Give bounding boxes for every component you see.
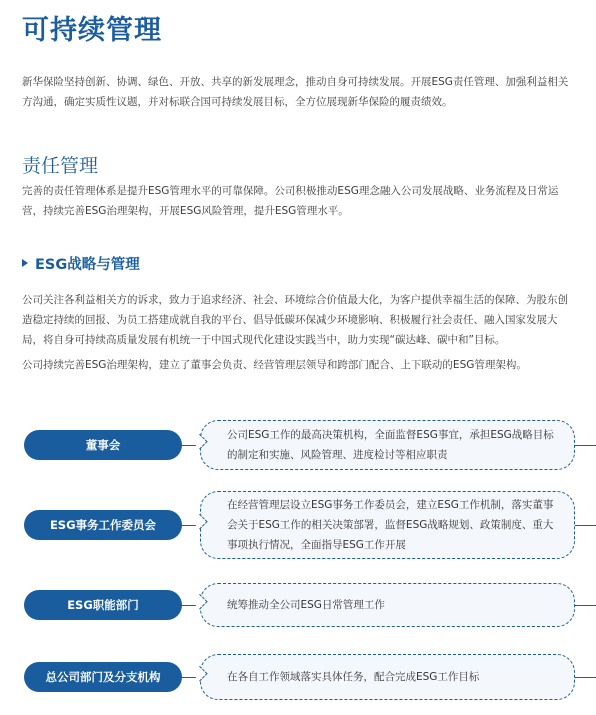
section-heading-esg-strategy	[22, 253, 140, 274]
page-title: 可持续管理	[22, 15, 162, 46]
chevron-notch-icon	[192, 594, 208, 610]
structure-row-branches	[0, 654, 596, 700]
chevron-notch-icon	[192, 514, 208, 530]
esg-strategy-paragraph-2: 公司持续完善ESG治理架构，建立了董事会负责、经营管理层领导和跨部门配合、上下联动的ESG管理架构。	[22, 359, 527, 371]
chevron-notch-icon	[192, 666, 208, 682]
structure-row-committee	[0, 491, 596, 559]
structure-desc-text: 在经营管理层设立ESG事务工作委员会，建立ESG工作机制，落实董事会关于ESG工作的相关决策部署，监督ESG战略规划、政策制度、重大事项执行情况，全面指导ESG工作开展	[227, 499, 554, 551]
esg-strategy-paragraph-1: 公司关注各利益相关方的诉求，致力于追求经济、社会、环境综合价值最大化，为客户提供幸福生活的保障、为股东创造稳定持续的回报、为员工搭建成就自我的平台、倡导低碳环保减少环境影响、积极履行社会责任、融入国家发展大局，将自身可持续高质量发展有机统一于中国式现代化建设实践当中，助力实现“碳达峰、碳中和”目标。	[22, 294, 568, 346]
structure-desc-text: 统筹推动全公司ESG日常管理工作	[227, 599, 385, 611]
structure-desc-function-dept	[200, 583, 575, 627]
structure-desc-board	[200, 420, 575, 470]
esg-strategy-heading-text: ESG战略与管理	[35, 257, 140, 273]
chevron-notch-icon	[192, 434, 208, 450]
structure-row-function-dept	[0, 583, 596, 627]
triangle-bullet-icon	[22, 259, 28, 267]
structure-label-function-dept: ESG职能部门	[24, 590, 182, 620]
structure-desc-text: 在各自工作领域落实具体任务，配合完成ESG工作目标	[227, 671, 480, 683]
intro-paragraph: 新华保险坚持创新、协调、绿色、开放、共享的新发展理念，推动自身可持续发展。开展ESG责任管理、加强利益相关方沟通，确定实质性议题，并对标联合国可持续发展目标，全方位展现新华保险的履责绩效。	[22, 76, 569, 108]
responsibility-paragraph: 完善的责任管理体系是提升ESG管理水平的可靠保障。公司积极推动ESG理念融入公司发展战略、业务流程及日常运营，持续完善ESG治理架构，开展ESG风险管理，提升ESG管理水平。	[22, 185, 559, 217]
section-heading-responsibility: 责任管理	[22, 155, 99, 177]
structure-desc-branches	[200, 654, 575, 700]
structure-row-board	[0, 420, 596, 470]
structure-label-branches: 总公司部门及分支机构	[24, 662, 182, 692]
structure-label-board: 董事会	[24, 430, 182, 460]
structure-label-committee: ESG事务工作委员会	[24, 510, 182, 540]
structure-desc-committee	[200, 491, 575, 559]
structure-desc-text: 公司ESG工作的最高决策机构，全面监督ESG事宜，承担ESG战略目标的制定和实施、风险管理、进度检讨等相应职责	[227, 429, 554, 461]
